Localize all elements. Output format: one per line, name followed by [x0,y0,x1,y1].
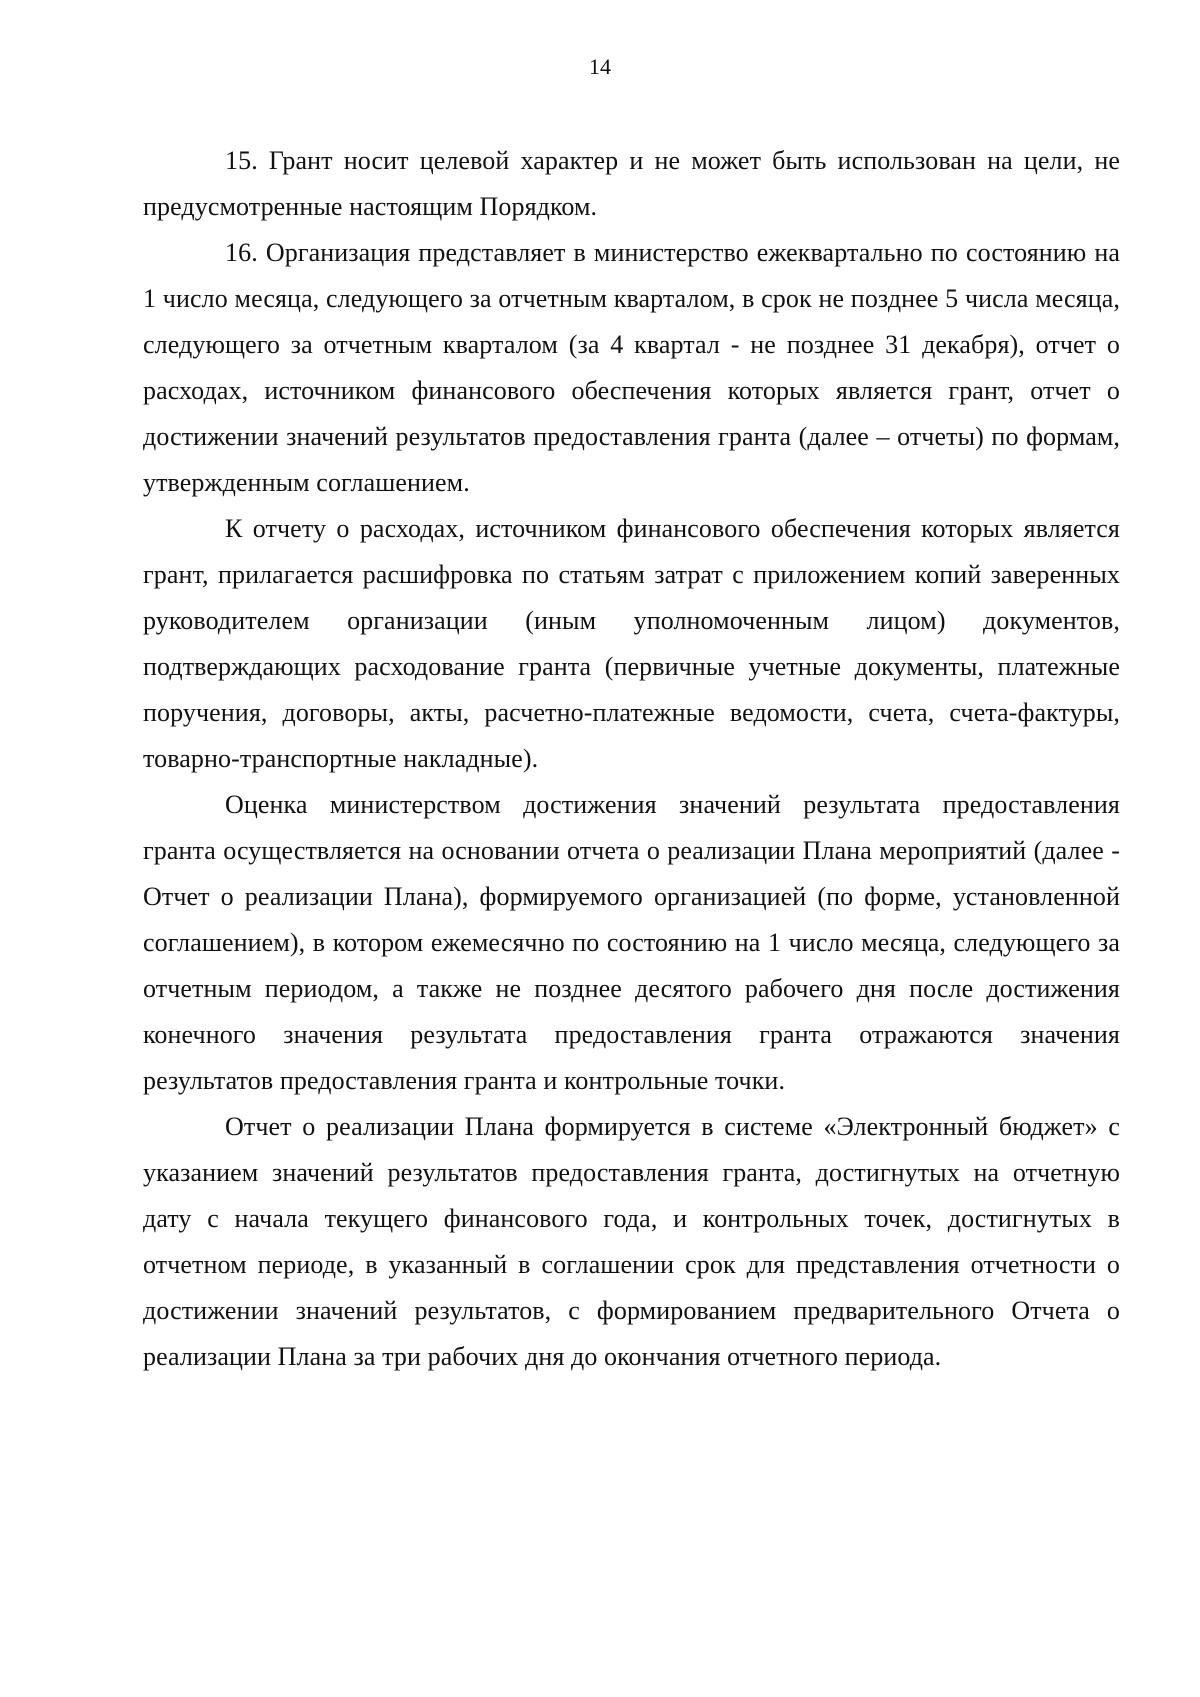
paragraph-plan-report-electronic-budget: Отчет о реализации Плана формируется в системе «Электронный бюджет» с указанием значений результатов предоставления гранта, достигнутых на отчетную дату с начала текущего финансового года, и контрольных точек, достигнутых в отчетном периоде, в указанный в соглашении срок для представления отчетности о достижении значений результатов, с формированием предварительного Отчета о реализации Плана за три рабочих дня до окончания отчетного периода. [143,1112,1120,1371]
paragraph-16: 16. Организация представляет в министерство ежеквартально по состоянию на 1 число месяца, следующего за отчетным кварталом, в срок не позднее 5 числа месяца, следующего за отчетным кварталом (за 4 квартал - не позднее 31 декабря), отчет о расходах, источником финансового обеспечения которых является грант, отчет о достижении значений результатов предоставления гранта (далее – отчеты) по формам, утвержденным соглашением. [143,238,1120,497]
document-body [143,138,1120,1380]
page-number: 14 [589,54,611,79]
paragraph-expense-report-attachments: К отчету о расходах, источником финансового обеспечения которых является грант, прилагается расшифровка по статьям затрат с приложением копий заверенных руководителем организации (иным уполномоченным лицом) документов, подтверждающих расходование гранта (первичные учетные документы, платежные поручения, договоры, акты, расчетно-платежные ведомости, счета, счета-фактуры, товарно-транспортные накладные). [143,514,1120,773]
paragraph-ministry-evaluation: Оценка министерством достижения значений результата предоставления гранта осуществляется на основании отчета о реализации Плана мероприятий (далее - Отчет о реализации Плана), формируемого организацией (по форме, установленной соглашением), в котором ежемесячно по состоянию на 1 число месяца, следующего за отчетным периодом, а также не позднее десятого рабочего дня после достижения конечного значения результата предоставления гранта отражаются значения результатов предоставления гранта и контрольные точки. [143,790,1120,1095]
paragraph-15: 15. Грант носит целевой характер и не может быть использован на цели, не предусмотренные настоящим Порядком. [143,146,1120,221]
